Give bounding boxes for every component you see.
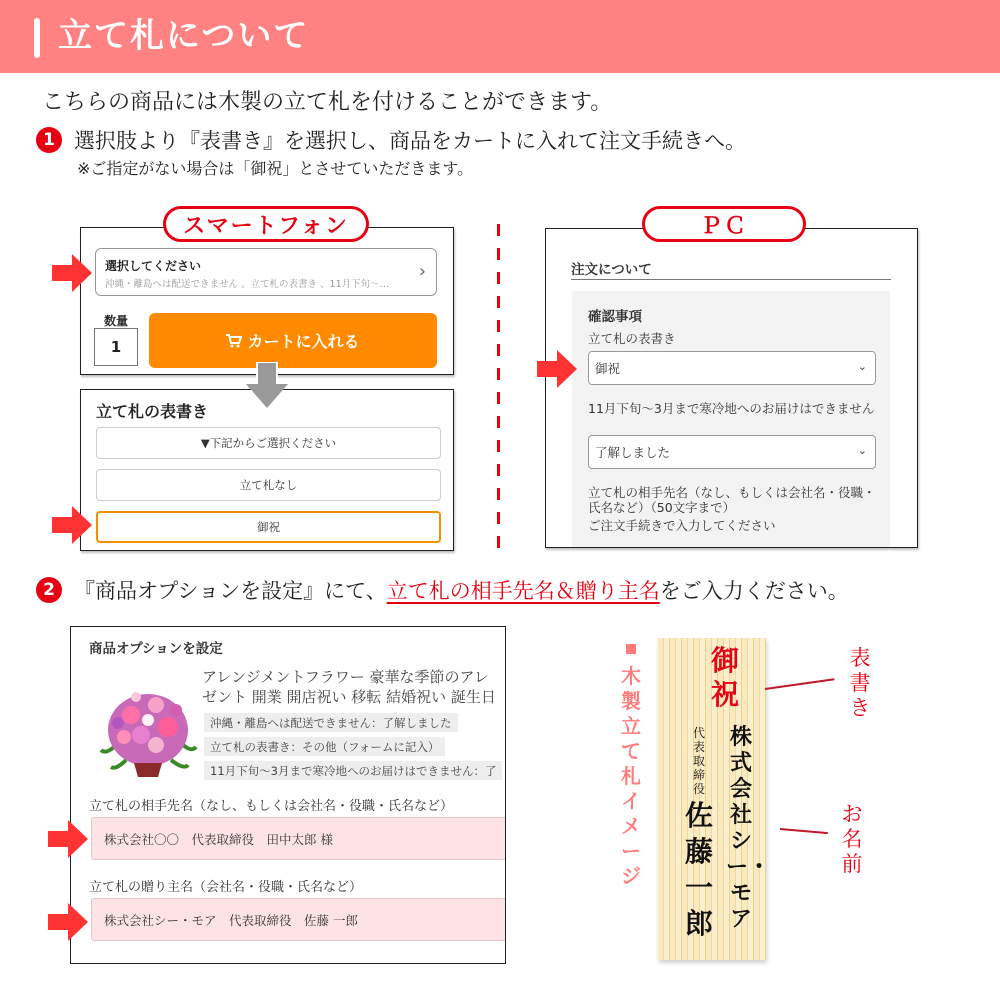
option-select-title: 選択してください <box>105 259 202 273</box>
pc-order-panel <box>545 228 918 548</box>
step-number-badge: 2 <box>36 577 62 603</box>
option-select-summary: 沖縄・離島へは配送できません 、立て札の表書き 、11月下旬～… <box>105 279 390 290</box>
pc-confirm-panel <box>572 291 890 547</box>
step-number-badge: 1 <box>36 127 62 153</box>
option-chip: 沖縄・離島へは配送できません：了解しました <box>204 713 458 732</box>
sign-company-text: 株式会社シー・モア <box>726 724 771 932</box>
recipient-input[interactable]: 株式会社〇〇 代表取締役 田中太郎 様 <box>91 817 506 860</box>
recipient-field-hint: ご注文手続きで入力してください <box>588 518 776 533</box>
square-bullet-icon <box>626 644 636 654</box>
pointer-arrow-icon <box>52 254 92 292</box>
header-accent-bar <box>34 18 40 58</box>
default-note: ※ご指定がない場合は「御祝」とさせていただきます。 <box>77 159 474 178</box>
confirm-title: 確認事項 <box>588 309 642 325</box>
callout-line-omote <box>765 678 835 689</box>
pointer-arrow-icon <box>48 903 88 941</box>
callout-line-name <box>780 828 828 834</box>
cold-region-select[interactable] <box>588 435 876 469</box>
page-header <box>0 0 1000 73</box>
omote-field-label: 立て札の表書き <box>588 331 676 346</box>
smartphone-product-panel <box>80 227 454 375</box>
option-select-row[interactable] <box>95 248 437 296</box>
chevron-down-icon: ⌄ <box>857 360 867 373</box>
step-2-suffix: をご入力ください。 <box>659 579 849 603</box>
product-name <box>202 667 496 707</box>
pointer-arrow-icon <box>52 506 92 544</box>
wooden-sign-image <box>658 638 771 960</box>
sign-image-caption <box>620 640 642 889</box>
sender-label: 立て札の贈り主名（会社名・役職・氏名など） <box>89 880 363 895</box>
omote-option-none[interactable]: 立て札なし <box>96 469 441 501</box>
recipient-field-label: 立て札の相手先名（なし、もしくは会社名・役職・氏名など）（50文字まで） <box>588 485 876 515</box>
cold-region-label: 11月下旬～3月まで寒冷地へのお届けはできません <box>588 401 875 416</box>
omote-select-value: 御祝 <box>595 361 621 376</box>
callout-omote: 表書き <box>849 646 871 720</box>
pointer-arrow-icon <box>48 820 88 858</box>
quantity-input[interactable]: 1 <box>94 328 138 366</box>
sign-role-text: 代表取締役 <box>692 726 705 796</box>
step-2-prefix: 『商品オプションを設定』にて、 <box>74 579 387 603</box>
smartphone-omote-panel <box>80 389 454 551</box>
chevron-right-icon: › <box>418 261 426 282</box>
sign-person-text: 佐藤一郎 <box>684 799 713 940</box>
add-to-cart-label: カートに入れる <box>247 332 360 351</box>
options-panel-title: 商品オプションを設定 <box>89 641 223 657</box>
omote-select[interactable] <box>588 351 876 385</box>
callout-name: お名前 <box>841 802 863 876</box>
sign-omote-text: 御祝 <box>710 644 739 711</box>
step-2 <box>36 575 849 605</box>
pc-section-rule <box>571 279 891 280</box>
omote-panel-title: 立て札の表書き <box>96 402 209 421</box>
step-1-text: 選択肢より『表書き』を選択し、商品をカートに入れて注文手続きへ。 <box>74 129 746 153</box>
dashed-divider <box>497 224 500 554</box>
page-title: 立て札について <box>58 16 310 56</box>
chevron-down-icon: ⌄ <box>857 444 867 457</box>
recipient-label: 立て札の相手先名（なし、もしくは会社名・役職・氏名など） <box>89 799 454 814</box>
pointer-arrow-icon <box>537 350 577 388</box>
pc-label: ＰＣ <box>642 206 806 242</box>
omote-option-goshuku[interactable]: 御祝 <box>96 511 441 543</box>
sign-image-caption-text: 木製立て札イメージ <box>621 664 641 888</box>
step-2-highlight: 立て札の相手先名＆贈り主名 <box>386 579 660 603</box>
option-chip: 立て札の表書き：その他（フォームに記入） <box>204 737 445 756</box>
add-to-cart-button[interactable] <box>149 313 437 368</box>
step-1 <box>36 125 746 155</box>
flower-arrangement-image <box>96 675 201 780</box>
cart-icon <box>226 334 242 348</box>
intro-text: こちらの商品には木製の立て札を付けることができます。 <box>42 90 613 115</box>
pc-section-title: 注文について <box>571 262 652 278</box>
product-name-line1: アレンジメントフラワー 豪華な季節のアレ <box>202 668 489 686</box>
cold-region-select-value: 了解しました <box>595 445 671 460</box>
omote-option-placeholder[interactable]: ▼下記からご選択ください <box>96 427 441 459</box>
quantity-label: 数量 <box>104 314 129 328</box>
smartphone-label: スマートフォン <box>163 206 369 242</box>
product-options-panel <box>70 626 506 964</box>
sender-input[interactable]: 株式会社シー・モア 代表取締役 佐藤 一郎 <box>91 898 506 941</box>
product-name-line2: ゼント 開業 開店祝い 移転 結婚祝い 誕生日 <box>202 688 496 706</box>
option-chip: 11月下旬～3月まで寒冷地へのお届けはできません：了 <box>204 761 502 780</box>
down-arrow-icon <box>246 362 288 408</box>
